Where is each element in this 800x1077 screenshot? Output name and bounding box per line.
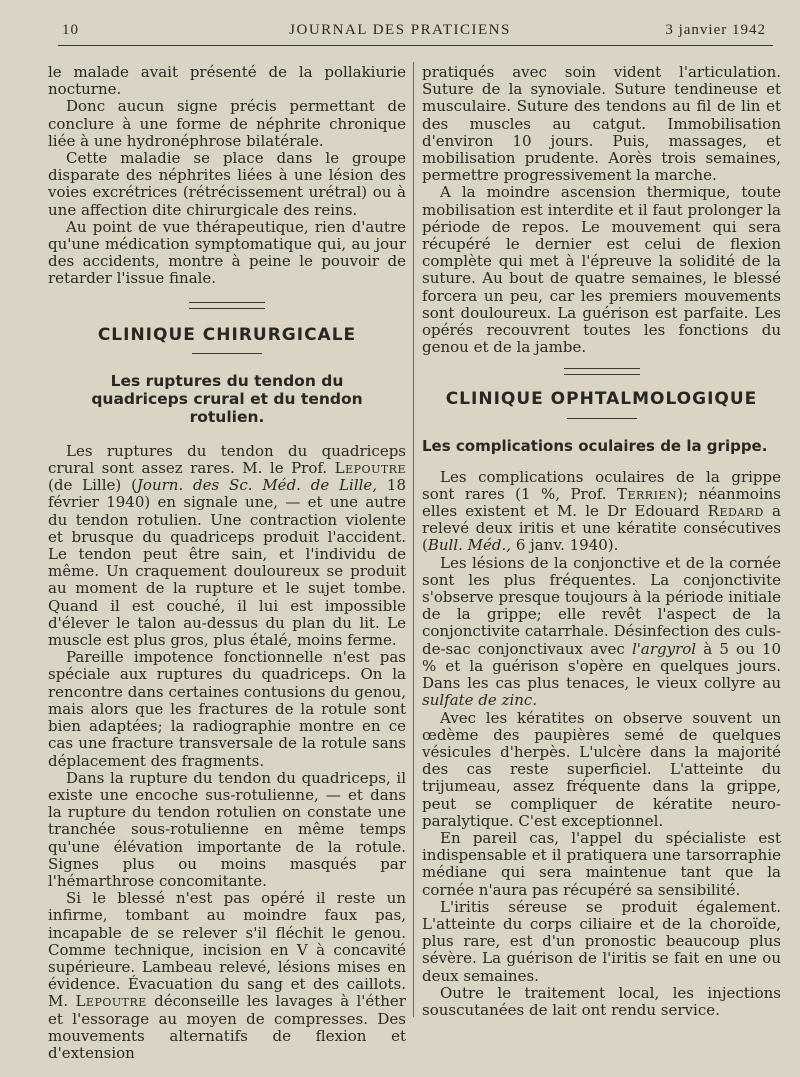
paragraph: Au point de vue thérapeutique, rien d'autre qu'une médication symptomatique qui, au jour des accidents, montre à peine le pouvoir de retarder l'issue finale. bbox=[48, 217, 406, 288]
article-title: Les complications oculaires de la grippe. bbox=[422, 436, 768, 455]
paragraph: Dans la rupture du tendon du quadriceps, il existe une encoche sus-rotulienne, — et dans la rupture du tendon rotulien on constate une tranchée sous-rotulienne en même temps qu'une élévation importante de la rotule. Signes plus ou moins masqués par l'hémarthrose concomitante. bbox=[48, 768, 406, 890]
author-name: Redard bbox=[707, 502, 764, 521]
paragraph: Pareille impotence fonctionnelle n'est pas spéciale aux ruptures du quadriceps. On la rencontre dans certaines contusions du genou, mais alors que les fractures de la rotule sont bien adaptées; la radiographie montre en ce cas une fracture transversale de la rotule sans déplacement des fragments. bbox=[48, 648, 406, 770]
paragraph: A la moindre ascension thermique, toute mobilisation est interdite et il faut prolonger la période de repos. Le mouvement qui sera récupéré le dernier est celui de flexion complète qui met à l'épreuve la solidité de la suture. Au bout de quatre semaines, le blessé forcera un peu, car les premiers mouvements sont douloureux. La guérison est parfaite. Les opérés recouvrent toutes les fonctions du genou et de la jambe. bbox=[422, 183, 781, 357]
section-underline bbox=[567, 418, 637, 419]
author-name: Lepoutre bbox=[75, 992, 147, 1011]
paragraph: Si le blessé n'est pas opéré il reste un infirme, tombant au moindre faux pas, incapable de se relever s'il fléchit le genou. Comme technique, incision en V à concavité supérieure. Lambeau relevé, lésions mises en évidence. Évacuation du sang et des caillots. M. Lepoutre déconseille les lavages à l'éther et l'essorage au moyen de compresses. Des mouvements alternatifs de flexion et d'extension bbox=[48, 889, 406, 1062]
paragraph: Les ruptures du tendon du quadriceps crural sont assez rares. M. le Prof. Lepoutre (de Lille) (Journ. des Sc. Méd. de Lille, 18 février 1940) en signale une, — et une autre du tendon rotulien. Une contraction violente et brusque du quadriceps produit l'accident. Le tendon peut être sain, et l'individu de même. Un craquement douloureux se produit au moment de la rupture et le sujet tombe. Quand il est couché, il lui est impossible d'élever le talon au-dessus du plan du lit. Le muscle est plus gros, plus étalé, moins ferme. bbox=[48, 441, 406, 650]
page-header bbox=[0, 20, 800, 44]
drug-name: sulfate de zinc. bbox=[422, 691, 538, 710]
journal-reference: Journ. des Sc. Méd. de Lille, bbox=[136, 476, 378, 495]
journal-title: JOURNAL DES PRATICIENS bbox=[289, 22, 511, 38]
right-column bbox=[422, 64, 781, 1019]
section-title: CLINIQUE CHIRURGICALE bbox=[97, 324, 357, 345]
article-title: Les ruptures du tendon du quadriceps crural et du tendon rotulien. bbox=[91, 371, 363, 426]
section-divider bbox=[189, 302, 265, 309]
paragraph: le malade avait présenté de la pollakiurie nocturne. bbox=[48, 63, 406, 99]
journal-reference: Bull. Méd., bbox=[427, 536, 512, 555]
paragraph: Les lésions de la conjonctive et de la cornée sont les plus fréquentes. La conjonctivite s'observe presque toujours à la période initiale de la grippe; elle revêt l'aspect de la conjonctivite catarrhale. Désinfection des culs-de-sac conjonctivaux avec l'argyrol à 5 ou 10 % et la guérison s'opère en quelques jours. Dans les cas plus tenaces, le vieux collyre au sulfate de zinc. bbox=[422, 553, 781, 710]
section-underline bbox=[192, 353, 262, 354]
header-rule bbox=[58, 45, 773, 46]
paragraph: Cette maladie se place dans le groupe disparate des néphrites liées à une lésion des voies excrétrices (rétrécissement urétral) ou à une affection dite chirurgicale des reins. bbox=[48, 149, 406, 219]
paragraph: Avec les kératites on observe souvent un œdème des paupières semé de quelques vésicules d'herpès. L'ulcère dans la majorité des cas reste superficiel. L'atteinte du trijumeau, assez fréquente dans la grippe, peut se compliquer de kératite neuro-paralytique. C'est exceptionnel. bbox=[422, 708, 781, 830]
section-title: CLINIQUE OPHTALMOLOGIQUE bbox=[445, 389, 758, 410]
paragraph: L'iritis séreuse se produit également. L'atteinte du corps ciliaire et de la choroïde, plus rare, est d'un pronostic beaucoup plus sévère. La guérison de l'iritis se fait en une ou deux semaines. bbox=[422, 897, 781, 985]
author-name: Terrien bbox=[616, 484, 678, 503]
paragraph: En pareil cas, l'appel du spécialiste est indispensable et il pratiquera une tarsorraphie médiane qui sera maintenue tant que la cornée n'aura pas récupéré sa sensibilité. bbox=[422, 828, 781, 899]
page-number: 10 bbox=[62, 22, 79, 38]
issue-date: 3 janvier 1942 bbox=[665, 22, 766, 38]
drug-name: l'argyrol bbox=[631, 639, 697, 658]
paragraph: Les complications oculaires de la grippe sont rares (1 %, Prof. Terrien); néanmoins elles existent et M. le Dr Edouard Redard a relevé deux iritis et une kératite consécutives (Bull. Méd., 6 janv. 1940). bbox=[422, 467, 781, 555]
author-name: Lepoutre bbox=[334, 459, 406, 478]
paragraph: Donc aucun signe précis permettant de conclure à une forme de néphrite chronique liée à une hydronéphrose bilatérale. bbox=[48, 97, 406, 150]
left-column bbox=[48, 64, 406, 1062]
column-divider bbox=[413, 62, 414, 1017]
section-divider bbox=[564, 368, 640, 375]
paragraph: Outre le traitement local, les injections souscutanées de lait ont rendu service. bbox=[422, 983, 781, 1019]
paragraph: pratiqués avec soin vident l'articulation. Suture de la synoviale. Suture tendineuse et musculaire. Suture des tendons au fil de lin et des muscles au catgut. Immobilisation d'environ 10 jours. Puis, massages, et mobilisation prudente. Aorès trois semaines, permettre progressivement la marche. bbox=[422, 63, 781, 185]
